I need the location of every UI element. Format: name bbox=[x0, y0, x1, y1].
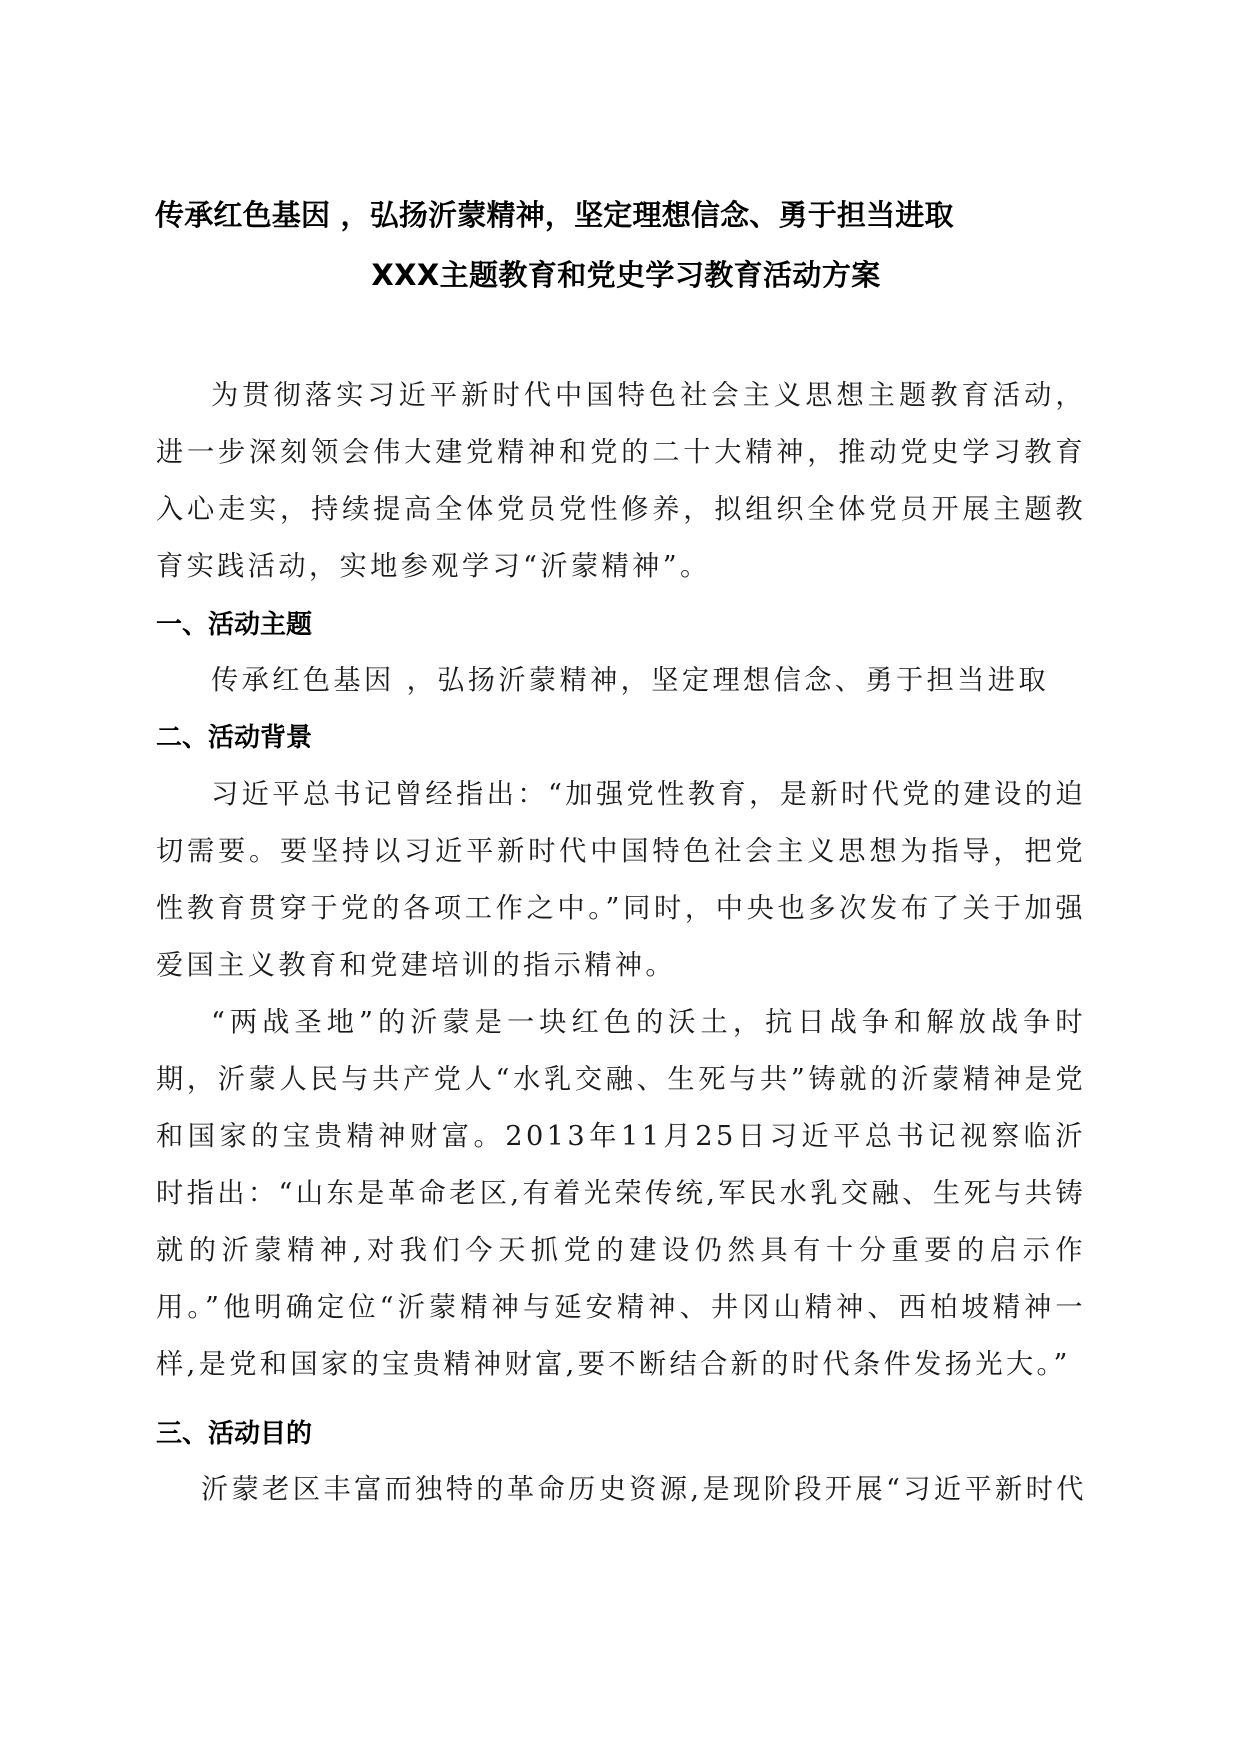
background-section bbox=[156, 766, 1086, 1393]
intro-section bbox=[156, 367, 1086, 595]
document-title-line-2: XXX主题教育和党史学习教育活动方案 bbox=[371, 258, 881, 292]
section-theme-text: 传承红色基因 ，弘扬沂蒙精神，坚定理想信念、勇于担当进取 bbox=[211, 665, 1049, 696]
document-title-line-1: 传承红色基因 ，弘扬沂蒙精神，坚定理想信念、勇于担当进取 bbox=[155, 198, 954, 232]
background-paragraph-2: “两战圣地”的沂蒙是一块红色的沃土，抗日战争和解放战争时期，沂蒙人民与共产党人“水乳交融、生死与共”铸就的沂蒙精神是党和国家的宝贵精神财富。2013年11月25日习近平总书记视察临沂时指出：“山东是革命老区,有着光荣传统,军民水乳交融、生死与共铸就的沂蒙精神,对我们今天抓党的建设仍然具有十分重要的启示作用。”他明确定位“沂蒙精神与延安精神、井冈山精神、西柏坡精神一样,是党和国家的宝贵精神财富,要不断结合新的时代条件发扬光大。” bbox=[156, 1007, 1086, 1380]
intro-paragraph: 为贯彻落实习近平新时代中国特色社会主义思想主题教育活动，进一步深刻领会伟大建党精神和党的二十大精神，推动党史学习教育入心走实，持续提高全体党员党性修养，拟组织全体党员开展主题教育实践活动，实地参观学习“沂蒙精神”。 bbox=[156, 380, 1086, 582]
section-purpose-text: 沂蒙老区丰富而独特的革命历史资源,是现阶段开展“习近平新时代 bbox=[201, 1474, 1087, 1505]
section-heading-purpose: 三、活动目的 bbox=[156, 1419, 313, 1449]
background-paragraph-1: 习近平总书记曾经指出：“加强党性教育，是新时代党的建设的迫切需要。要坚持以习近平新时代中国特色社会主义思想为指导，把党性教育贯穿于党的各项工作之中。”同时，中央也多次发布了关于加强爱国主义教育和党建培训的指示精神。 bbox=[156, 779, 1086, 981]
section-heading-theme: 一、活动主题 bbox=[156, 610, 313, 640]
section-heading-background: 二、活动背景 bbox=[156, 723, 313, 753]
